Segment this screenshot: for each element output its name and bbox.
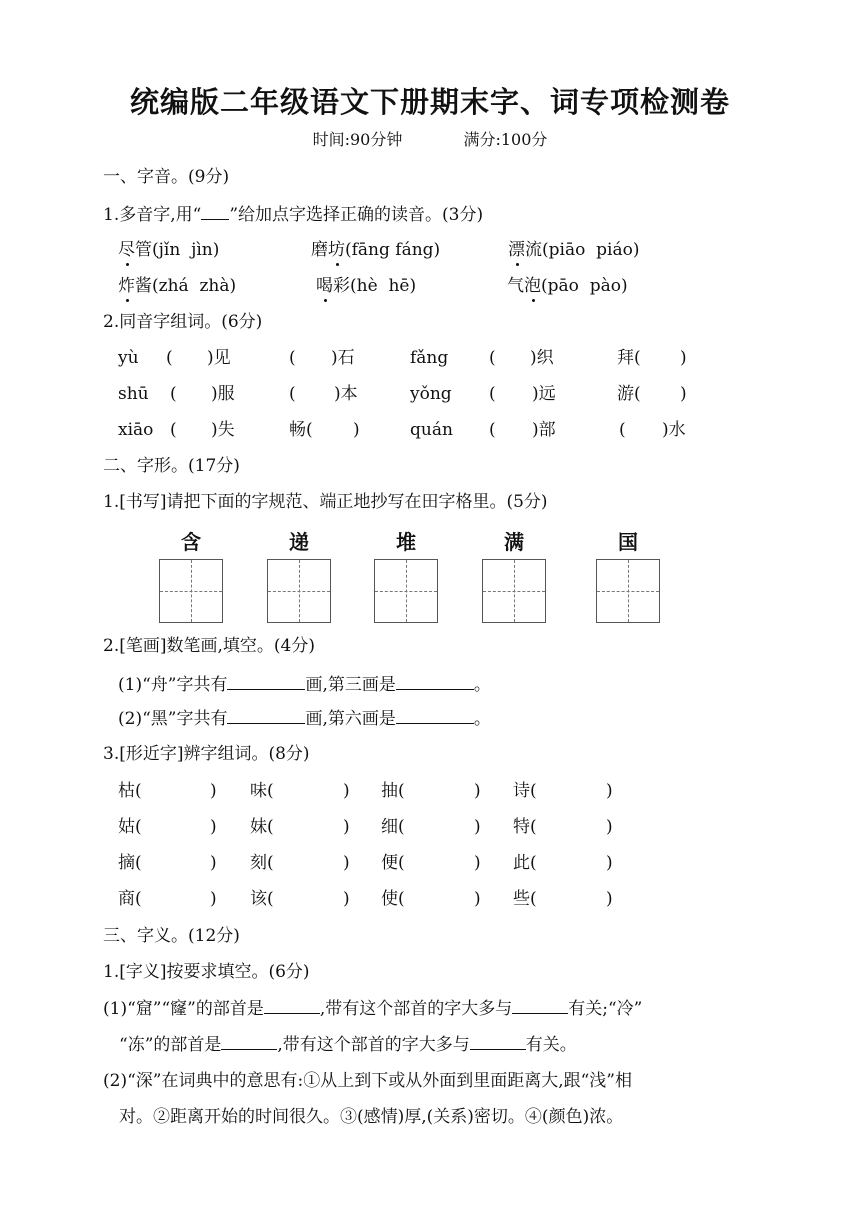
tianzige-grid[interactable] [596, 559, 660, 623]
answer-blank [396, 707, 474, 724]
tianzige-grid[interactable] [267, 559, 331, 623]
stroke-question: (1)“舟”字共有 画,第三画是 。 [118, 675, 491, 695]
meaning-question-1: (1)“窟”“窿”的部首是 ,带有这个部首的字大多与 有关;“冷” [103, 999, 643, 1019]
q2-2-prompt: 2.[笔画]数笔画,填空。(4分) [103, 636, 315, 656]
answer-blank [221, 1033, 277, 1050]
q2-3-prompt: 3.[形近字]辨字组词。(8分) [103, 744, 310, 764]
meaning-question-1-cont: “冻”的部首是 ,带有这个部首的字大多与 有关。 [119, 1035, 577, 1055]
poly-item: 气泡(pāo pào) [507, 276, 628, 296]
model-character: 递 [289, 530, 309, 554]
poly-item: 喝彩(hè hē) [316, 276, 417, 296]
q3-1-prompt: 1.[字义]按要求填空。(6分) [103, 962, 310, 982]
meaning-question-2-cont: 对。②距离开始的时间很久。③(感情)厚,(关系)密切。④(颜色)浓。 [119, 1107, 624, 1127]
answer-blank [264, 997, 320, 1014]
page-title: 统编版二年级语文下册期末字、词专项检测卷 [129, 85, 730, 119]
section-2-heading: 二、字形。(17分) [103, 456, 240, 476]
stroke-question: (2)“黑”字共有 画,第六画是 。 [118, 709, 491, 729]
tianzige-grid[interactable] [482, 559, 546, 623]
model-character: 含 [181, 530, 201, 554]
poly-item: 炸酱(zhá zhà) [118, 276, 237, 296]
tianzige-grid[interactable] [159, 559, 223, 623]
meaning-question-2: (2)“深”在词典中的意思有:①从上到下或从外面到里面距离大,跟“浅”相 [103, 1071, 632, 1091]
poly-item: 漂流(piāo piáo) [508, 240, 640, 260]
answer-blank [396, 673, 474, 690]
poly-item: 尽管(jǐn jìn) [118, 240, 220, 260]
section-3-heading: 三、字义。(12分) [103, 926, 240, 946]
model-character: 满 [504, 530, 524, 554]
answer-blank [470, 1033, 526, 1050]
q1-2-prompt: 2.同音字组词。(6分) [103, 312, 263, 332]
model-character: 堆 [396, 530, 416, 554]
q2-1-prompt: 1.[书写]请把下面的字规范、端正地抄写在田字格里。(5分) [103, 492, 548, 512]
full-score: 满分:100分 [463, 130, 548, 149]
section-1-heading: 一、字音。(9分) [103, 167, 230, 187]
model-character: 国 [618, 530, 638, 554]
tianzige-grid[interactable] [374, 559, 438, 623]
answer-blank [227, 707, 305, 724]
poly-item: 磨坊(fāng fáng) [311, 240, 441, 260]
exam-info [0, 129, 860, 151]
answer-blank [227, 673, 305, 690]
answer-blank [512, 997, 568, 1014]
answer-blank [201, 203, 229, 220]
q1-1-prompt: 1.多音字,用“ ”给加点字选择正确的读音。(3分) [103, 205, 484, 225]
time-limit: 时间:90分钟 [312, 130, 403, 149]
